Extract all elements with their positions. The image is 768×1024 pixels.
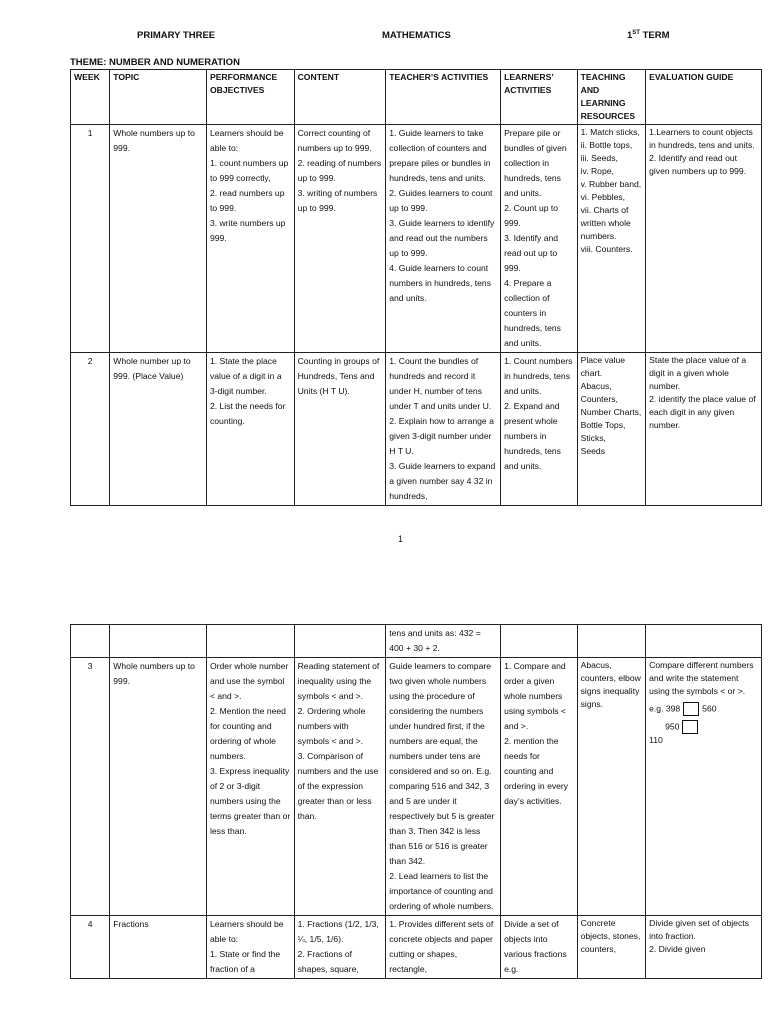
col-evaluation: EVALUATION GUIDE <box>646 70 762 125</box>
objectives-cell <box>206 658 294 916</box>
cell-line: Abacus, <box>580 381 612 391</box>
cell-line: 2. Count up to 999. <box>504 203 559 228</box>
cell-line: Learners should be able to: <box>209 128 284 153</box>
cell-line: ii. Bottle tops, <box>580 140 633 150</box>
example-number: 110 <box>649 735 663 745</box>
col-learners: LEARNERS’ ACTIVITIES <box>501 70 578 125</box>
cell-line: 2. Divide given <box>649 944 706 954</box>
cell-line: 2. Expand and present whole numbers in hundreds, tens and units. <box>504 401 561 471</box>
cell-line: Correct counting of numbers up to 999. <box>297 128 372 153</box>
cell-line: vii. Charts of written whole numbers. <box>580 205 631 241</box>
example-number: 560 <box>702 703 717 714</box>
cell-line: 3. Guide learners to identify and read out the numbers up to 999. <box>389 218 495 258</box>
cell-line: Learners should be able to: <box>209 919 284 944</box>
resources-cell <box>577 625 645 658</box>
cell-line: 1. State the place value of a digit in a 3-digit number. <box>209 356 282 396</box>
content-cell <box>294 625 386 658</box>
topic-cell <box>110 625 207 658</box>
cell-line: 2. Explain how to arrange a given 3-digit number under H T U. <box>389 416 494 456</box>
cell-line: 2. read numbers up to 999. <box>209 188 285 213</box>
teacher-cell <box>386 916 501 979</box>
learners-cell <box>501 353 578 506</box>
evaluation-cell <box>646 658 762 916</box>
table-header-row <box>71 70 762 125</box>
cell-line: 1. Match sticks, <box>580 127 640 137</box>
cell-line: iv. Rope, <box>580 166 614 176</box>
cell-line: v. Rubber band, <box>580 179 642 189</box>
example-number: e.g. 398 <box>649 703 681 714</box>
cell-line: 2. reading of numbers up to 999. <box>297 158 382 183</box>
cell-line: 2. Fractions of shapes, square, <box>297 949 359 974</box>
week-cell <box>71 625 110 658</box>
table-row <box>71 658 762 916</box>
cell-line: Bottle Tops, <box>580 420 626 430</box>
teacher-cell <box>386 353 501 506</box>
term-heading: 1ST TERM <box>627 30 670 42</box>
cell-line: Place value chart. <box>580 355 626 378</box>
cell-line: 3. Guide learners to expand a given number say 4 32 in hundreds, <box>389 461 496 501</box>
cell-line: 2. Guides learners to count up to 999. <box>389 188 493 213</box>
learners-cell <box>501 125 578 353</box>
answer-box <box>683 702 699 716</box>
week-cell: 1 <box>71 125 110 353</box>
cell-line: 2. mention the needs for counting and ordering in every day’s activities. <box>504 736 569 806</box>
table-row <box>71 916 762 979</box>
content-cell <box>294 353 386 506</box>
cell-line: Seeds <box>580 446 605 456</box>
cell-line: 1. count numbers up to 999 correctly, <box>209 158 289 183</box>
class-heading: PRIMARY THREE <box>137 30 216 41</box>
scheme-table-continued <box>70 624 762 979</box>
week-cell: 3 <box>71 658 110 916</box>
learners-cell <box>501 658 578 916</box>
evaluation-cell <box>646 353 762 506</box>
inequality-example-2 <box>649 720 758 734</box>
cell-line: 2. Identify and read out given numbers up to 999. <box>649 153 747 176</box>
example-number: 950 <box>665 721 680 732</box>
resources-cell <box>577 658 645 916</box>
topic-cell: Fractions <box>110 916 207 979</box>
theme-heading: THEME: NUMBER AND NUMERATION <box>70 57 240 68</box>
cell-line: 1. Count numbers in hundreds, tens and units. <box>504 356 573 396</box>
cell-line: 3. Express inequality of 2 or 3-digit numbers using the terms greater than or less than. <box>209 766 291 836</box>
content-cell <box>294 125 386 353</box>
resources-cell <box>577 916 645 979</box>
cell-line: 3. write numbers up 999. <box>209 218 286 243</box>
cell-line: Counters, <box>580 394 618 404</box>
scheme-table <box>70 69 762 506</box>
cell-line: Prepare pile or bundles of given collection in hundreds, tens and units. <box>504 128 567 198</box>
cell-line: 1. Provides different sets of concrete objects and paper cutting or shapes, rectangle, <box>389 919 494 974</box>
cell-line: 4. Guide learners to count numbers in hundreds, tens and units. <box>389 263 492 303</box>
table-row <box>71 125 762 353</box>
cell-line: 4. Prepare a collection of counters in hundreds, tens and units. <box>504 278 561 348</box>
resources-cell <box>577 125 645 353</box>
cell-line: 2. List the needs for counting. <box>209 401 286 426</box>
cell-line: vi. Pebbles, <box>580 192 626 202</box>
objectives-cell <box>206 125 294 353</box>
learners-cell <box>501 916 578 979</box>
page-number: 1 <box>398 534 404 544</box>
teacher-cell <box>386 125 501 353</box>
evaluation-cell <box>646 125 762 353</box>
cell-line: 2. Ordering whole numbers with symbols < and >. <box>297 706 366 746</box>
cell-line: Counting in groups of Hundreds, Tens and Units (H T U). <box>297 356 380 396</box>
col-week: WEEK <box>71 70 110 125</box>
topic-cell: Whole number up to 999. (Place Value) <box>110 353 207 506</box>
col-resources: TEACHING AND LEARNING RESOURCES <box>577 70 645 125</box>
cell-line: 2. Lead learners to list the importance of counting and ordering of whole numbers. <box>389 871 494 911</box>
resources-cell <box>577 353 645 506</box>
answer-box <box>682 720 698 734</box>
cell-line: 1. Fractions (1/2, 1/3, ¼, 1/5, 1/6). <box>297 919 379 944</box>
cell-line: Divide given set of objects into fraction. <box>649 918 749 941</box>
col-teacher: TEACHER’S ACTIVITIES <box>386 70 501 125</box>
content-cell <box>294 916 386 979</box>
cell-line: 3. Comparison of numbers and the use of the expression greater than or less than. <box>297 751 379 821</box>
cell-line: 1. Count the bundles of hundreds and record it under H, number of tens under T and units under U. <box>389 356 492 411</box>
cell-line: viii. Counters. <box>580 244 633 254</box>
continuation-row <box>71 625 762 658</box>
week-cell: 4 <box>71 916 110 979</box>
cell-line: Concrete objects, stones, counters, <box>580 918 641 954</box>
cell-line: Divide a set of objects into various fractions e.g. <box>504 919 567 974</box>
cell-line: 2. Mention the need for counting and ordering of whole numbers. <box>209 706 286 761</box>
inequality-example-1 <box>649 702 758 716</box>
col-objectives: PERFORMANCE OBJECTIVES <box>206 70 294 125</box>
learners-cell <box>501 625 578 658</box>
cell-line: Abacus, counters, elbow signs inequality signs. <box>580 660 641 709</box>
col-content: CONTENT <box>294 70 386 125</box>
cell-line: Order whole number and use the symbol < and >. <box>209 661 289 701</box>
cell-line: Guide learners to compare two given whole numbers using the procedure of considering the numbers under hundred first, if the numbers are equal, the numbers under tens are considered and so on. E.g. comparing 516 and 342, 3 and 5 are under it respectively but 5 is greater than 3. Then 342 is less than 516 or 516 is greater than 342. <box>389 661 495 866</box>
objectives-cell <box>206 625 294 658</box>
cell-line: 1. State or find the fraction of a <box>209 949 281 974</box>
teacher-cell: tens and units as: 432 = 400 + 30 + 2. <box>386 625 501 658</box>
topic-cell: Whole numbers up to 999. <box>110 125 207 353</box>
cell-line: State the place value of a digit in a given whole number. <box>649 355 747 391</box>
topic-cell: Whole numbers up to 999. <box>110 658 207 916</box>
cell-line: 1.Learners to count objects in hundreds, tens and units. <box>649 127 755 150</box>
cell-line: 1. Compare and order a given whole numbers using symbols < and >. <box>504 661 566 731</box>
week-cell: 2 <box>71 353 110 506</box>
evaluation-cell <box>646 916 762 979</box>
cell-line: Reading statement of inequality using the symbols < and >. <box>297 661 380 701</box>
table-row <box>71 353 762 506</box>
subject-heading: MATHEMATICS <box>382 30 451 41</box>
cell-line: Compare different numbers and write the statement using the symbols < or >. <box>649 660 754 696</box>
cell-line: 3. writing of numbers up to 999. <box>297 188 378 213</box>
cell-line: 3. Identify and read out up to 999. <box>504 233 559 273</box>
cell-line: 1. Guide learners to take collection of counters and prepare piles or bundles in hundreds, tens and units. <box>389 128 491 183</box>
col-topic: TOPIC <box>110 70 207 125</box>
evaluation-cell <box>646 625 762 658</box>
objectives-cell <box>206 353 294 506</box>
cell-line: Sticks, <box>580 433 606 443</box>
cell-line: Number Charts, <box>580 407 642 417</box>
teacher-cell <box>386 658 501 916</box>
objectives-cell <box>206 916 294 979</box>
content-cell <box>294 658 386 916</box>
cell-line: 2. identify the place value of each digit in any given number. <box>649 394 756 430</box>
cell-line: iii. Seeds, <box>580 153 618 163</box>
